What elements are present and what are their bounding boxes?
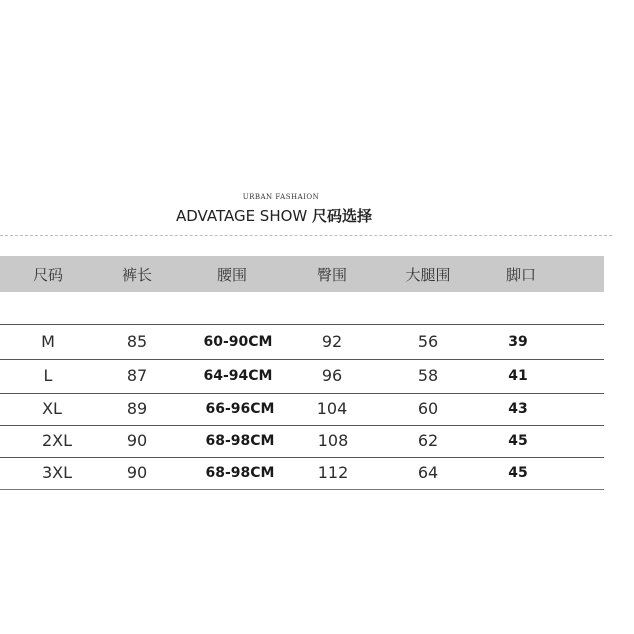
table-rule	[0, 489, 604, 490]
cell-hip: 104	[316, 399, 348, 418]
cell-waist: 68-98CM	[205, 465, 275, 481]
cell-size: M	[41, 332, 55, 351]
cell-hem: 45	[508, 465, 528, 481]
cell-length: 89	[126, 399, 148, 418]
chart-title	[176, 205, 436, 226]
cell-waist: 66-96CM	[205, 401, 275, 417]
table-header	[0, 256, 604, 292]
table-row	[0, 457, 604, 490]
header-waist: 腰围	[216, 266, 248, 284]
table-row	[0, 425, 604, 458]
cell-hem: 39	[508, 334, 528, 350]
cell-size: XL	[42, 399, 62, 418]
cell-hem: 41	[508, 368, 528, 384]
table-row	[0, 360, 604, 393]
cell-hem: 43	[508, 401, 528, 417]
brand-tagline: URBAN FASHAION	[242, 193, 320, 201]
cell-thigh: 60	[417, 399, 439, 418]
cell-length: 90	[126, 463, 148, 482]
title-chinese: 尺码选择	[312, 207, 373, 225]
cell-hip: 108	[317, 431, 349, 450]
header-hip: 臀围	[316, 266, 348, 284]
cell-size: L	[43, 366, 53, 385]
cell-size: 3XL	[41, 463, 73, 482]
cell-waist: 60-90CM	[203, 334, 273, 350]
table-row	[0, 326, 604, 359]
cell-hip: 92	[321, 332, 343, 351]
cell-waist: 64-94CM	[203, 368, 273, 384]
cell-length: 85	[126, 332, 148, 351]
header-hem: 脚口	[505, 266, 537, 284]
title-english: ADVATAGE SHOW	[176, 207, 313, 225]
cell-thigh: 64	[417, 463, 439, 482]
faded-row	[0, 292, 604, 324]
header-thigh: 大腿围	[405, 266, 451, 284]
header-size: 尺码	[32, 266, 64, 284]
cell-hem: 45	[508, 433, 528, 449]
table-row	[0, 393, 604, 426]
cell-size: 2XL	[41, 431, 73, 450]
cell-hip: 112	[317, 463, 349, 482]
cell-hip: 96	[321, 366, 343, 385]
cell-thigh: 56	[417, 332, 439, 351]
dotted-divider	[0, 235, 612, 236]
cell-length: 90	[126, 431, 148, 450]
header-length: 裤长	[121, 266, 153, 284]
cell-thigh: 58	[417, 366, 439, 385]
table-rule	[0, 324, 604, 325]
cell-waist: 68-98CM	[205, 433, 275, 449]
cell-thigh: 62	[417, 431, 439, 450]
cell-length: 87	[126, 366, 148, 385]
